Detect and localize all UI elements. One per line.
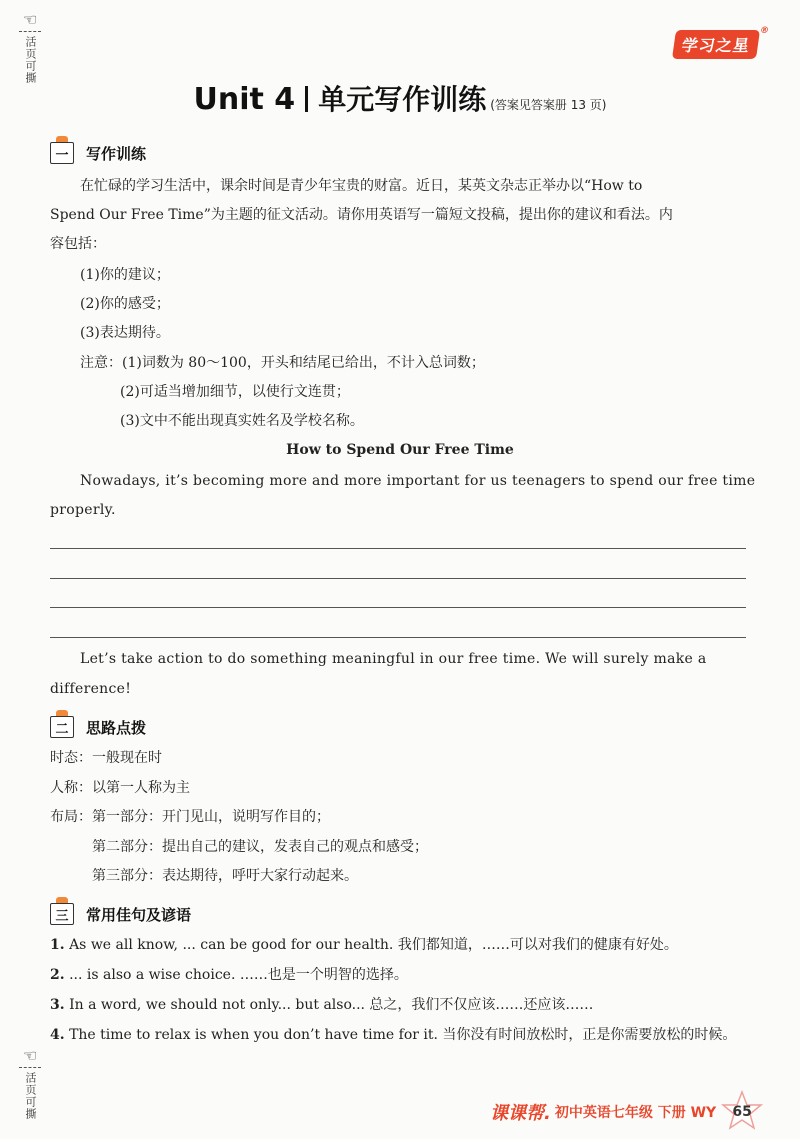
answer-line[interactable] — [50, 548, 746, 549]
note-line: 注意：(1)词数为 80～100，开头和结尾已给出，不计入总词数； — [80, 355, 485, 371]
page-number-badge — [720, 1090, 764, 1134]
section-title: 写作训练 — [86, 144, 147, 163]
prompt-line: 容包括： — [50, 236, 106, 252]
brand-logo: 学习之星 ® — [672, 30, 760, 59]
hand-pointer-icon: ☜ — [22, 10, 38, 29]
hand-pointer-icon: ☜ — [22, 1046, 38, 1065]
book-info: 初中英语七年级 下册 WY — [554, 1105, 717, 1121]
section-number-icon: 二 — [50, 716, 74, 738]
tear-line — [19, 31, 41, 32]
page-title — [0, 78, 800, 118]
prompt-line: Spend Our Free Time”为主题的征文活动。请你用英语写一篇短文投稿，提出你的建议和看法。内 — [50, 207, 673, 223]
note-line: (3)文中不能出现真实姓名及学校名称。 — [120, 413, 364, 429]
essay-opening: properly. — [50, 502, 116, 518]
phrase-item: 3. In a word, we should not only... but also... 总之，我们不仅应该……还应该…… — [50, 997, 594, 1013]
tear-line — [19, 1067, 41, 1068]
page-footer — [490, 1090, 764, 1134]
essay-closing: difference! — [50, 681, 132, 697]
section-title: 思路点拨 — [86, 718, 147, 737]
phrase-item: 1. As we all know, ... can be good for our health. 我们都知道，……可以对我们的健康有好处。 — [50, 937, 678, 953]
tear-off-label: 活页可撕 — [24, 36, 37, 84]
note-line: (2)可适当增加细节，以使行文连贯； — [120, 384, 350, 400]
phrase-item: 2. ... is also a wise choice. ……也是一个明智的选择。 — [50, 967, 408, 983]
answer-line[interactable] — [50, 607, 746, 608]
hint-line: 第三部分：表达期待，呼吁大家行动起来。 — [92, 868, 358, 884]
tear-off-label: 活页可撕 — [24, 1072, 37, 1120]
hint-line: 人称：以第一人称为主 — [50, 780, 190, 796]
title-chinese: 单元写作训练 — [318, 83, 487, 116]
content-item: (1)你的建议； — [80, 267, 170, 283]
section-header-writing — [50, 142, 146, 164]
section-title: 常用佳句及谚语 — [86, 905, 192, 924]
answer-line[interactable] — [50, 637, 746, 638]
essay-title: How to Spend Our Free Time — [286, 442, 514, 458]
title-divider — [305, 86, 308, 112]
prompt-line: 在忙碌的学习生活中，课余时间是青少年宝贵的财富。近日，某英文杂志正举办以“How to — [80, 178, 643, 194]
section-header-phrases — [50, 903, 191, 925]
phrase-item: 4. The time to relax is when you don’t have time for it. 当你没有时间放松时，正是你需要放松的时候。 — [50, 1027, 737, 1043]
section-header-hints — [50, 716, 146, 738]
page-number: 65 — [732, 1104, 752, 1120]
hint-line: 第二部分：提出自己的建议，发表自己的观点和感受； — [92, 839, 428, 855]
footer-brand: 课课帮. — [490, 1103, 551, 1124]
answer-line[interactable] — [50, 578, 746, 579]
essay-opening: Nowadays, it’s becoming more and more important for us teenagers to spend our free time — [80, 473, 756, 489]
content-item: (3)表达期待。 — [80, 325, 170, 341]
tear-off-marker-top — [18, 12, 42, 88]
section-number-icon: 一 — [50, 142, 74, 164]
hint-line: 布局：第一部分：开门见山，说明写作目的； — [50, 809, 330, 825]
answer-reference: (答案见答案册 13 页) — [490, 98, 607, 112]
hint-line: 时态：一般现在时 — [50, 750, 162, 766]
essay-closing: Let’s take action to do something meaningful in our free time. We will surely make a — [80, 651, 707, 667]
section-number-icon: 三 — [50, 903, 74, 925]
tear-off-marker-bottom — [18, 1048, 42, 1124]
content-item: (2)你的感受； — [80, 296, 170, 312]
unit-label: Unit 4 — [193, 82, 296, 117]
